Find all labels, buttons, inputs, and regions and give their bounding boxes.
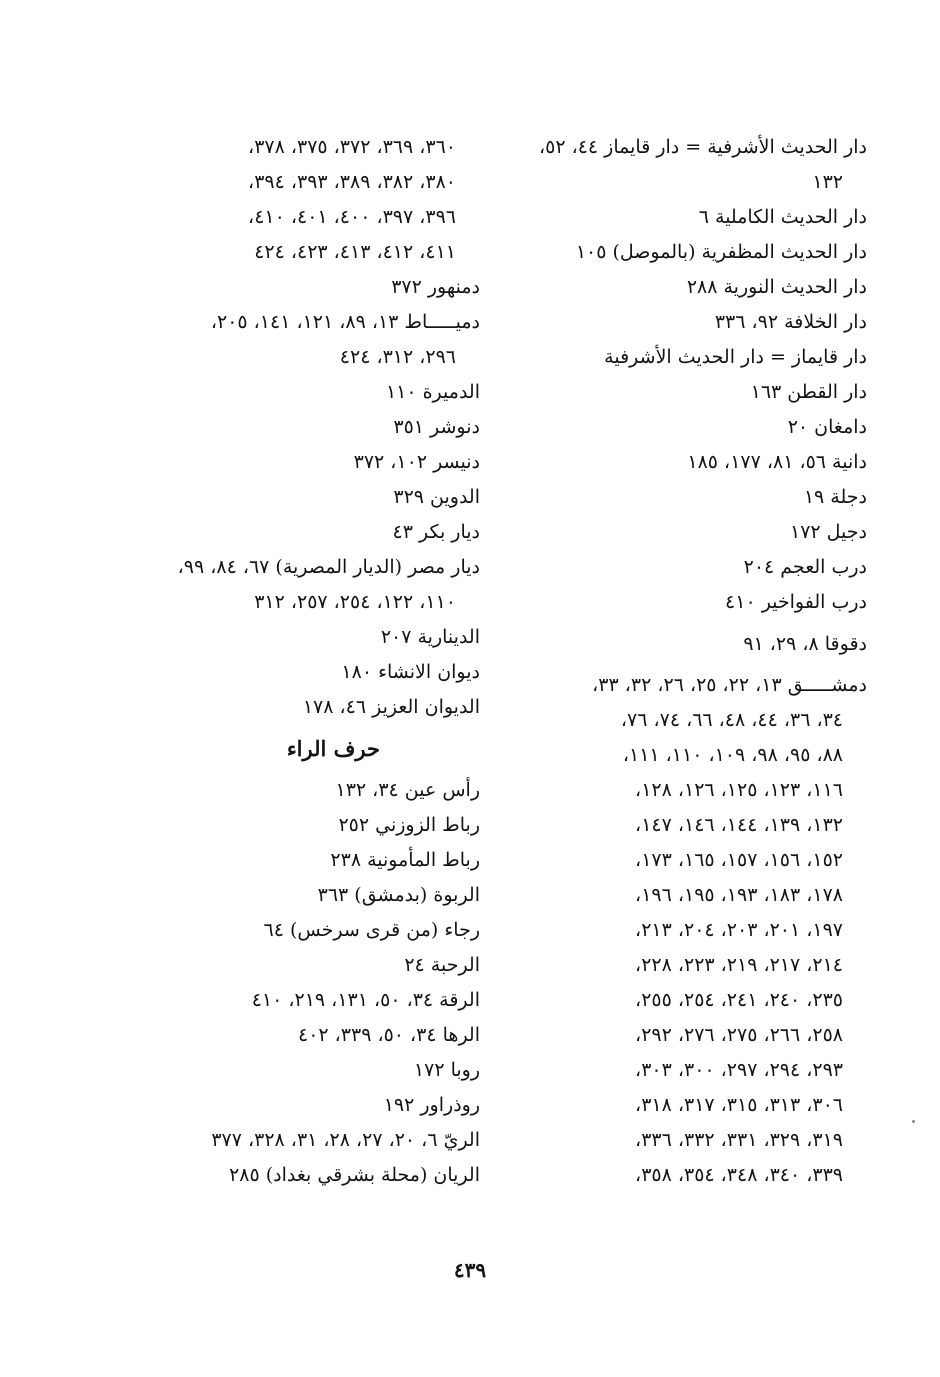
index-entry: الدينارية ٢٠٧: [380, 626, 480, 648]
index-entry: دجلة ١٩: [803, 486, 867, 508]
index-entry-continuation: ٣٣٩، ٣٤٠، ٣٤٨، ٣٥٤، ٣٥٨،: [635, 1164, 843, 1186]
index-entry: روبا ١٧٢: [413, 1059, 480, 1081]
index-entry-continuation: ١٣٢، ١٣٩، ١٤٤، ١٤٦، ١٤٧،: [635, 814, 843, 836]
index-entry: دمشـــــق ١٣، ٢٢، ٢٥، ٢٦، ٣٢، ٣٣،: [592, 674, 867, 696]
index-entry: الرقة ٣٤، ٥٠، ١٣١، ٢١٩، ٤١٠: [251, 989, 480, 1011]
index-entry: دانية ٥٦، ٨١، ١٧٧، ١٨٥: [687, 451, 867, 473]
index-entry-continuation: ١٧٨، ١٨٣، ١٩٣، ١٩٥، ١٩٦،: [635, 884, 843, 906]
index-entry: درب الفواخير ٤١٠: [725, 591, 867, 613]
index-entry: دجيل ١٧٢: [790, 521, 867, 543]
index-entry: دنيسر ١٠٢، ٣٧٢: [353, 451, 480, 473]
index-entry: رأس عين ٣٤، ١٣٢: [335, 779, 480, 801]
index-entry: دميـــــاط ١٣، ٨٩، ١٢١، ١٤١، ٢٠٥،: [210, 311, 480, 333]
index-entry-continuation: ١١٠، ١٢٢، ٢٥٤، ٢٥٧، ٣١٢: [254, 591, 456, 613]
index-entry: دار الحديث الأشرفية = دار قايماز ٤٤، ٥٢،: [538, 136, 867, 158]
index-entry-continuation: ٤١١، ٤١٢، ٤١٣، ٤٢٣، ٤٢٤: [254, 241, 456, 263]
index-entry-continuation: ١١٦، ١٢٣، ١٢٥، ١٢٦، ١٢٨،: [635, 779, 843, 801]
index-entry-continuation: ٣٦٠، ٣٦٩، ٣٧٢، ٣٧٥، ٣٧٨،: [248, 136, 456, 158]
index-entry: دار الحديث النورية ٢٨٨: [686, 276, 867, 298]
index-entry: رجاء (من قرى سرخس) ٦٤: [263, 919, 480, 941]
index-entry-continuation: ١٥٢، ١٥٦، ١٥٧، ١٦٥، ١٧٣،: [635, 849, 843, 871]
index-entry: دار الحديث المظفرية (بالموصل) ١٠٥: [575, 241, 867, 263]
index-entry: دقوقا ٨، ٢٩، ٩١: [743, 633, 867, 655]
index-entry-continuation: ٣١٩، ٣٢٩، ٣٣١، ٣٣٢، ٣٣٦،: [635, 1129, 843, 1151]
index-entry-continuation: ٢٣٥، ٢٤٠، ٢٤١، ٢٥٤، ٢٥٥،: [635, 989, 843, 1011]
index-entry: دار الحديث الكاملية ٦: [698, 206, 867, 228]
index-entry-continuation: ٣٠٦، ٣١٣، ٣١٥، ٣١٧، ٣١٨،: [635, 1094, 843, 1116]
index-entry: دمنهور ٣٧٢: [391, 276, 480, 298]
index-entry: الدميرة ١١٠: [385, 381, 480, 403]
index-entry: رباط المأمونية ٢٣٨: [330, 849, 480, 871]
index-entry-continuation: ٣٩٦، ٣٩٧، ٤٠٠، ٤٠١، ٤١٠،: [248, 206, 456, 228]
index-entry-continuation: ٢٥٨، ٢٦٦، ٢٧٥، ٢٧٦، ٢٩٢،: [635, 1024, 843, 1046]
index-entry-continuation: ١٩٧، ٢٠١، ٢٠٣، ٢٠٤، ٢١٣،: [635, 919, 843, 941]
index-entry: ديوان الانشاء ١٨٠: [341, 661, 480, 683]
index-entry: الدوين ٣٢٩: [393, 486, 480, 508]
index-entry: درب العجم ٢٠٤: [743, 556, 867, 578]
index-entry: الربوة (بدمشق) ٣٦٣: [317, 884, 480, 906]
index-entry: الديوان العزيز ٤٦، ١٧٨: [302, 696, 480, 718]
index-entry: دار قايماز = دار الحديث الأشرفية: [604, 346, 867, 368]
index-entry: الريان (محلة بشرقي بغداد) ٢٨٥: [229, 1164, 480, 1186]
index-entry-continuation: ٢٩٦، ٣١٢، ٤٢٤: [339, 346, 456, 368]
index-entry: روذراور ١٩٢: [383, 1094, 480, 1116]
index-entry: دنوشر ٣٥١: [393, 416, 480, 438]
index-entry: الرحبة ٢٤: [404, 954, 480, 976]
index-entry: ديار مصر (الديار المصرية) ٦٧، ٨٤، ٩٩،: [177, 556, 480, 578]
index-entry: دار الخلافة ٩٢، ٣٣٦: [714, 311, 867, 333]
index-entry: الرها ٣٤، ٥٠، ٣٣٩، ٤٠٢: [297, 1024, 480, 1046]
index-column-right: [505, 130, 867, 1193]
index-column-left: [115, 130, 480, 1193]
index-entry: رباط الزوزني ٢٥٢: [338, 814, 480, 836]
margin-dot: [912, 1120, 915, 1123]
index-entry: دار القطن ١٦٣: [750, 381, 867, 403]
index-entry-continuation: ٣٨٠، ٣٨٢، ٣٨٩، ٣٩٣، ٣٩٤،: [248, 171, 456, 193]
index-entry: الريّ ٦، ٢٠، ٢٧، ٢٨، ٣١، ٣٢٨، ٣٧٧: [211, 1129, 480, 1151]
index-entry-continuation: ١٣٢: [812, 171, 843, 193]
section-heading: حرف الراء: [286, 736, 380, 761]
index-entry: دامغان ٢٠: [787, 416, 867, 438]
page-number: ٤٣٩: [453, 1258, 487, 1282]
index-entry-continuation: ٢٩٣، ٢٩٤، ٢٩٧، ٣٠٠، ٣٠٣،: [635, 1059, 843, 1081]
index-entry-continuation: ٨٨، ٩٥، ٩٨، ١٠٩، ١١٠، ١١١،: [622, 744, 843, 766]
index-entry: ديار بكر ٤٣: [392, 521, 480, 543]
index-entry-continuation: ٣٤، ٣٦، ٤٤، ٤٨، ٦٦، ٧٤، ٧٦،: [620, 709, 843, 731]
index-entry-continuation: ٢١٤، ٢١٧، ٢١٩، ٢٢٣، ٢٢٨،: [635, 954, 843, 976]
